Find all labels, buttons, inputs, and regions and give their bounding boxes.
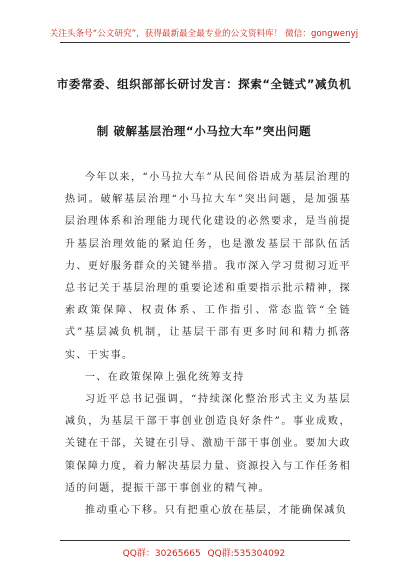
header-divider <box>60 42 350 43</box>
document-title-line-1: 市委常委、组织部部长研讨发言：探索“全链式”减负机 <box>56 77 352 91</box>
section-heading-1: 一、在政策保障上强化统筹支持 <box>85 371 245 383</box>
footer-qq-groups: QQ群：30265665 QQ群:535304092 <box>122 549 286 559</box>
document-title-line-2: 制 破解基层治理“小马拉大车”突出问题 <box>96 124 312 138</box>
document-body <box>65 167 351 522</box>
paragraph-section-1: 习近平总书记强调，“持续深化整治形式主义为基层减负，为基层干部干事创业创造良好条件”。事业成败，关键在干部，关键在引导、激励干部干事创业。要加大政策保障力度，着力解决基层力量、资源投入与工作任务相适的问题，提振干部干事创业的精气神。 <box>65 394 351 494</box>
footer-divider <box>60 540 350 541</box>
header-promo-note: 关注头条号“公文研究”，获得最新最全最专业的公文资料库！ 微信：gongwenyj <box>49 29 359 39</box>
paragraph-intro: 今年以来，“小马拉大车”从民间俗语成为基层治理的热词。破解基层治理“小马拉大车”突出问题，是加强基层治理体系和治理能力现代化建设的必然要求，是当前提升基层治理效能的紧迫任务，也是激发基层干部队伍活力、更好服务群众的关键举措。我市深入学习贯彻习近平总书记关于基层治理的重要论述和重要指示批示精神，探索政策保障、权责体系、工作指引、常态监管“全链式”基层减负机制，让基层干部有更多时间和精力抓落实、干实事。 <box>65 172 351 361</box>
paragraph-section-1-continued: 推动重心下移。只有把重心放在基层，才能确保减负 <box>85 505 348 517</box>
